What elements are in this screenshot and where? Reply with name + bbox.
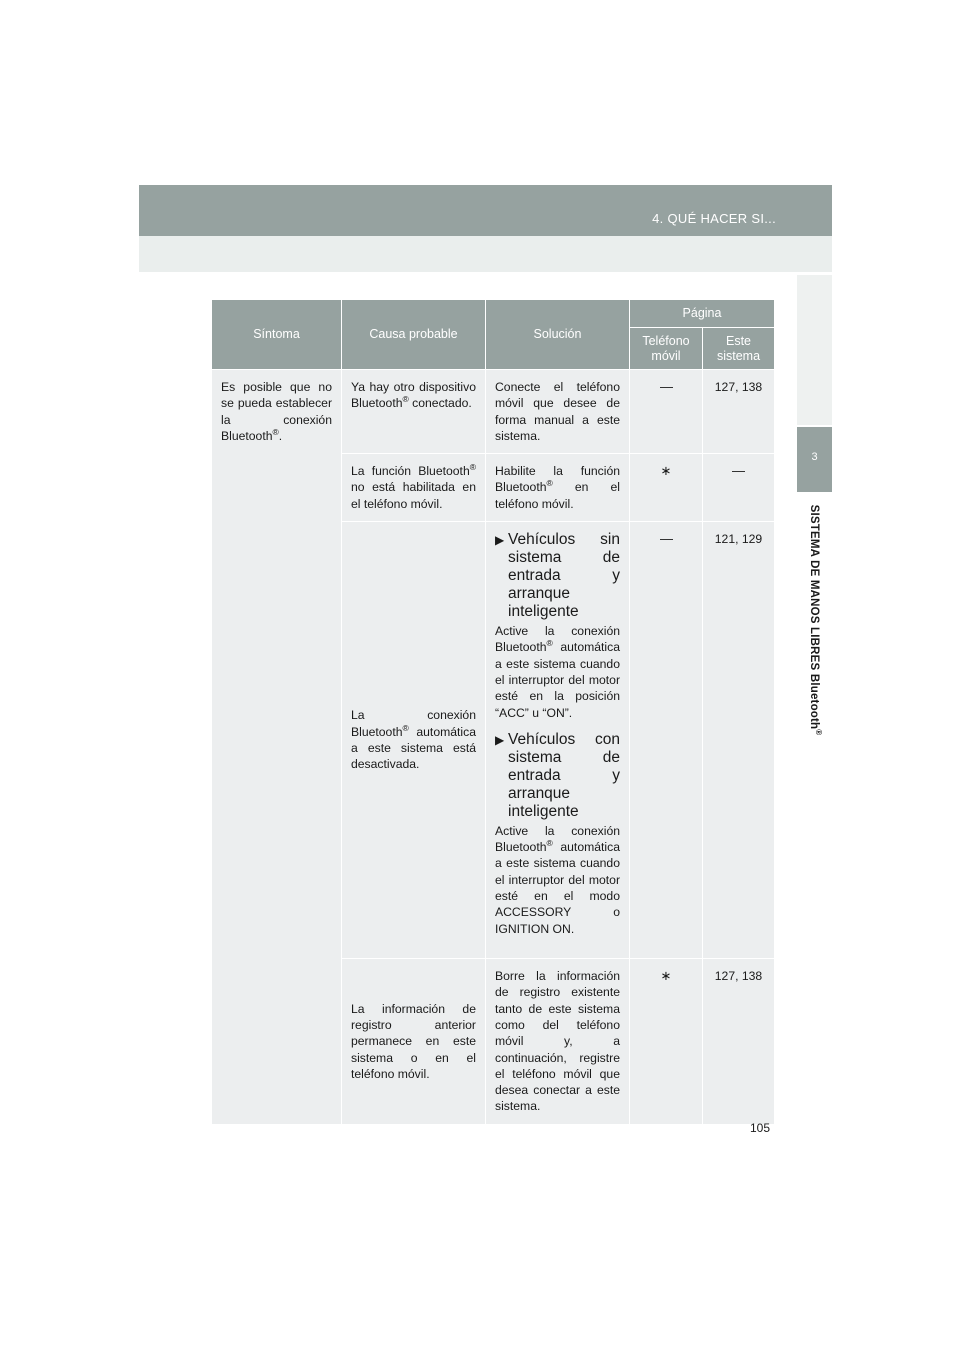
header-cause: Causa probable (342, 300, 486, 370)
page-number: 105 (750, 1121, 771, 1135)
solution-cell: Habilite la función Bluetooth® en el teléfono móvil. (486, 454, 630, 522)
cause-cell: La función Bluetooth® no está habilitada en el teléfono móvil. (342, 454, 486, 522)
instruction-with-smart-key: Active la conexión Bluetooth® automática a este sistema cuando el interruptor del motor esté en el modo ACCESSORY o IGNITION ON. (495, 823, 620, 936)
phone-page-cell (630, 370, 703, 454)
side-tab-blank (797, 275, 832, 425)
header-system: Este sistema (703, 328, 775, 370)
phone-page-cell (630, 522, 703, 959)
troubleshooting-table (211, 299, 775, 1125)
cause-cell: La conexión Bluetooth® automática a este sistema está desactivada. (342, 522, 486, 959)
chapter-tab (797, 427, 832, 492)
table-row (212, 370, 775, 454)
symptom-cell: Es posible que no se pueda establecer la conexión Bluetooth®. (212, 370, 342, 1125)
header-subband (139, 236, 832, 272)
header-symptom: Síntoma (212, 300, 342, 370)
dash-mark (660, 387, 673, 388)
system-page-cell: 127, 138 (703, 959, 775, 1125)
solution-cell (486, 522, 630, 959)
header-solution: Solución (486, 300, 630, 370)
triangle-bullet-icon: ▶ (495, 732, 505, 747)
system-page-cell (703, 454, 775, 522)
system-page-cell: 121, 129 (703, 522, 775, 959)
chapter-side-label (808, 504, 823, 736)
solution-cell: Conecte el teléfono móvil que desee de forma manual a este sistema. (486, 370, 630, 454)
dash-mark (732, 471, 745, 472)
cause-cell: La información de registro anterior permanece en este sistema o en el teléfono móvil. (342, 959, 486, 1125)
subheading-without-smart-key: ▶ Vehículos sin sistema de entrada y arranque inteligente (495, 531, 620, 621)
chapter-label-mark: ® (813, 729, 823, 736)
system-page-cell: 127, 138 (703, 370, 775, 454)
chapter-label-text: SISTEMA DE MANOS LIBRES Bluetooth (808, 504, 820, 730)
phone-page-cell: ∗ (630, 454, 703, 522)
solution-cell: Borre la información de registro existente tanto de este sistema como del teléfono móvil y, a continuación, registre el teléfono móvil que desea conectar a este sistema. (486, 959, 630, 1125)
dash-mark (660, 539, 673, 540)
instruction-without-smart-key: Active la conexión Bluetooth® automática a este sistema cuando el interruptor del motor esté en la posición “ACC” u “ON”. (495, 624, 620, 720)
phone-page-cell: ∗ (630, 959, 703, 1125)
subheading-with-smart-key: ▶ Vehículos con sistema de entrada y arranque inteligente (495, 730, 620, 820)
chapter-number: 3 (811, 451, 818, 463)
section-title: 4. QUÉ HACER SI... (652, 211, 776, 226)
cause-cell: Ya hay otro dispositivo Bluetooth® conectado. (342, 370, 486, 454)
header-band (139, 185, 832, 236)
header-phone: Teléfono móvil (630, 328, 703, 370)
header-page: Página (630, 300, 775, 328)
triangle-bullet-icon: ▶ (495, 533, 505, 548)
